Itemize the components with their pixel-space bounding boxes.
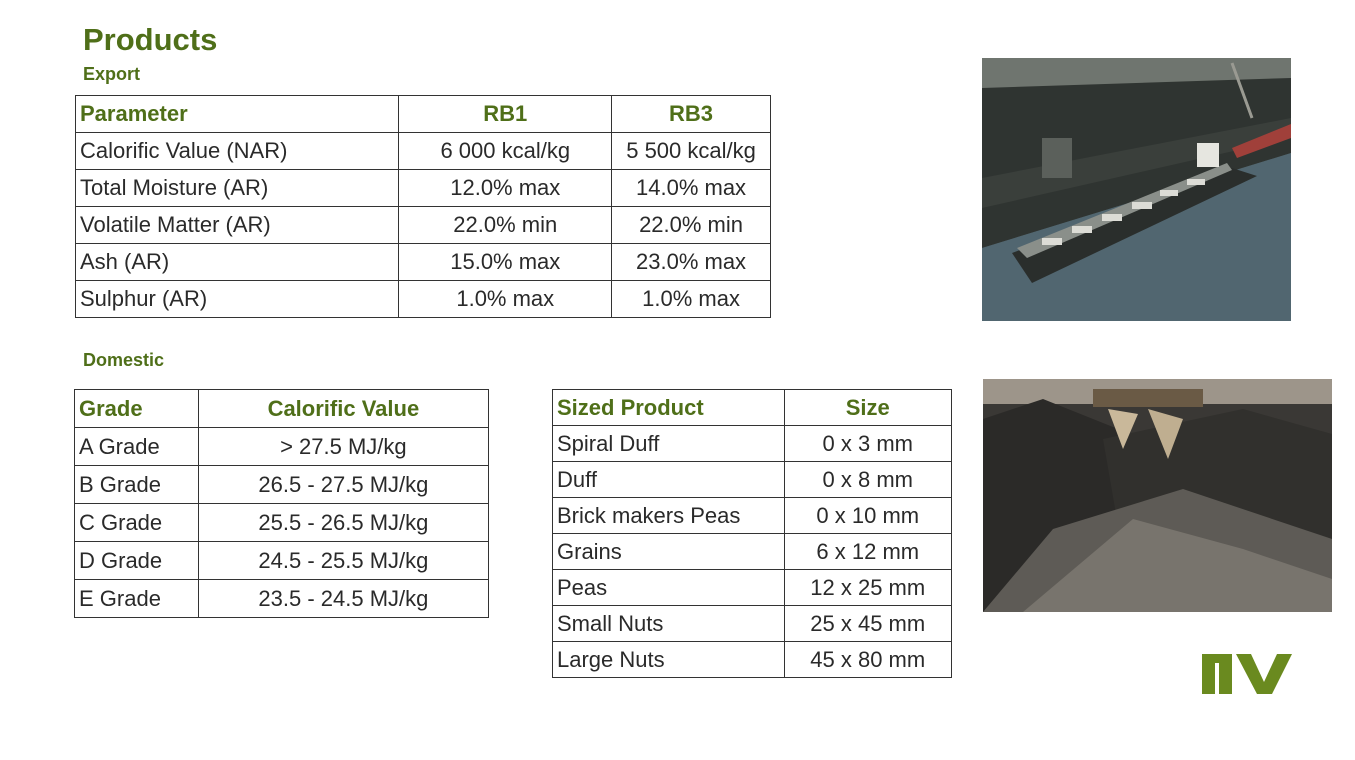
table-cell: > 27.5 MJ/kg [198, 428, 488, 466]
table-cell: 0 x 3 mm [784, 426, 951, 462]
table-cell: 0 x 10 mm [784, 498, 951, 534]
table-cell: 22.0% min [612, 207, 771, 244]
table-cell: C Grade [75, 504, 199, 542]
table-cell: 14.0% max [612, 170, 771, 207]
table-row [75, 428, 489, 466]
table-row [76, 207, 771, 244]
table-header-row [76, 96, 771, 133]
table-row [553, 570, 952, 606]
grade-table [74, 389, 489, 618]
domestic-heading: Domestic [83, 350, 165, 370]
table-cell: 0 x 8 mm [784, 462, 951, 498]
table-cell: Grains [553, 534, 785, 570]
table-cell: 24.5 - 25.5 MJ/kg [198, 542, 488, 580]
ship-loading-illustration [982, 58, 1291, 321]
table-row [553, 642, 952, 678]
table-cell: A Grade [75, 428, 199, 466]
table-cell: Total Moisture (AR) [76, 170, 399, 207]
table-row [553, 462, 952, 498]
table-cell: 6 x 12 mm [784, 534, 951, 570]
table-cell: Peas [553, 570, 785, 606]
table-row [75, 466, 489, 504]
table-header-row [75, 390, 489, 428]
table-row [75, 580, 489, 618]
page-title: Products [83, 22, 218, 57]
table-cell: 23.0% max [612, 244, 771, 281]
header-sized-product: Sized Product [553, 390, 785, 426]
table-row [76, 281, 771, 318]
table-cell: Duff [553, 462, 785, 498]
table-row [553, 426, 952, 462]
table-row [75, 504, 489, 542]
header-rb1: RB1 [399, 96, 612, 133]
table-cell: 23.5 - 24.5 MJ/kg [198, 580, 488, 618]
table-cell: D Grade [75, 542, 199, 580]
table-cell: 25 x 45 mm [784, 606, 951, 642]
table-cell: 45 x 80 mm [784, 642, 951, 678]
table-cell: 12 x 25 mm [784, 570, 951, 606]
table-cell: 12.0% max [399, 170, 612, 207]
table-cell: 1.0% max [612, 281, 771, 318]
export-table [75, 95, 771, 318]
table-cell: 6 000 kcal/kg [399, 133, 612, 170]
logo-mark [1202, 652, 1292, 694]
header-grade: Grade [75, 390, 199, 428]
table-row [76, 244, 771, 281]
table-cell: 22.0% min [399, 207, 612, 244]
table-row [553, 498, 952, 534]
table-cell: Sulphur (AR) [76, 281, 399, 318]
table-row [553, 534, 952, 570]
table-cell: Ash (AR) [76, 244, 399, 281]
header-calorific-value: Calorific Value [198, 390, 488, 428]
table-cell: Calorific Value (NAR) [76, 133, 399, 170]
table-cell: 25.5 - 26.5 MJ/kg [198, 504, 488, 542]
table-row [75, 542, 489, 580]
table-cell: Brick makers Peas [553, 498, 785, 534]
export-heading: Export [83, 64, 141, 84]
table-cell: 5 500 kcal/kg [612, 133, 771, 170]
table-row [553, 606, 952, 642]
coal-stockpile-illustration [983, 379, 1332, 612]
table-cell: B Grade [75, 466, 199, 504]
table-row [76, 170, 771, 207]
table-cell: 1.0% max [399, 281, 612, 318]
table-cell: Small Nuts [553, 606, 785, 642]
header-rb3: RB3 [612, 96, 771, 133]
sized-product-table [552, 389, 952, 678]
ship-loading-photo [982, 58, 1291, 321]
table-cell: E Grade [75, 580, 199, 618]
table-cell: 26.5 - 27.5 MJ/kg [198, 466, 488, 504]
table-cell: 15.0% max [399, 244, 612, 281]
header-size: Size [784, 390, 951, 426]
coal-stockpile-photo [983, 379, 1332, 612]
header-parameter: Parameter [76, 96, 399, 133]
table-header-row [553, 390, 952, 426]
table-cell: Large Nuts [553, 642, 785, 678]
table-cell: Volatile Matter (AR) [76, 207, 399, 244]
company-logo-icon [1202, 652, 1292, 694]
table-cell: Spiral Duff [553, 426, 785, 462]
table-row [76, 133, 771, 170]
